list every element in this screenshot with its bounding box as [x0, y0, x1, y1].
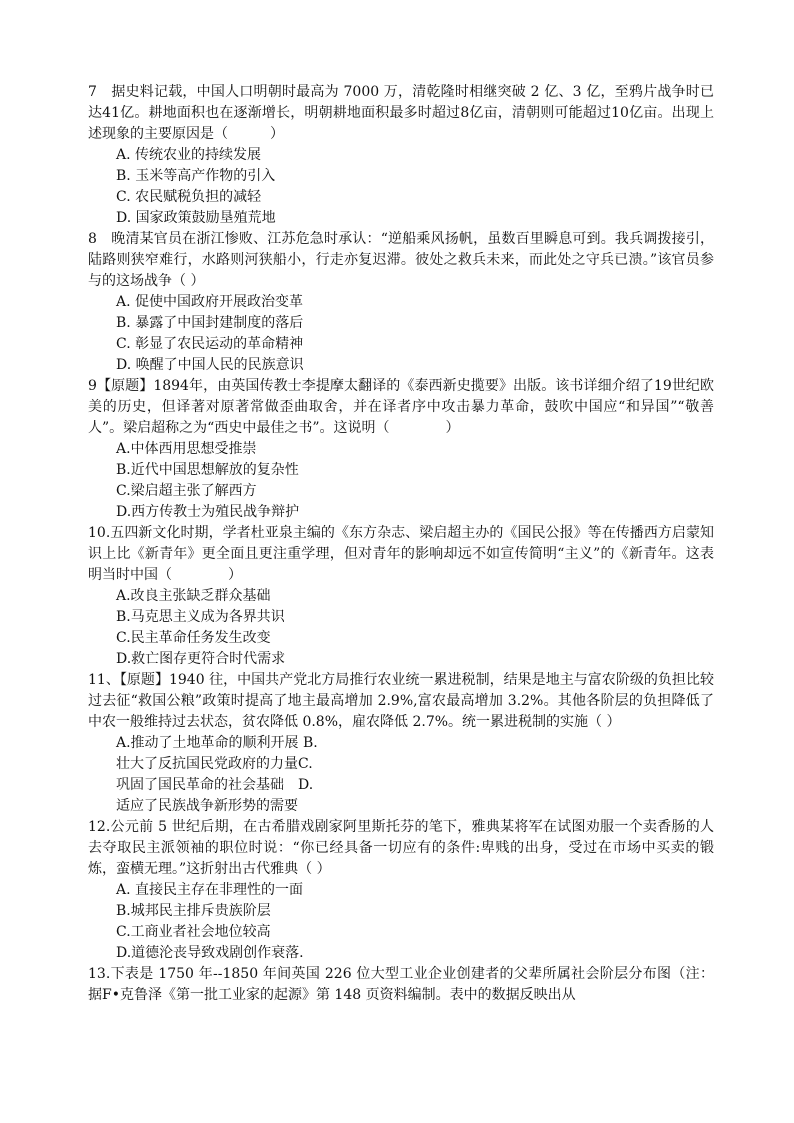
option-d: D.救亡图存更符合时代需求 — [116, 651, 286, 667]
option-d: D. 国家政策鼓励垦殖荒地 — [116, 210, 276, 226]
option-a: A. 促使中国政府开展政治变革 — [116, 294, 304, 310]
question-9 — [88, 376, 714, 523]
question-13 — [88, 964, 714, 1006]
option-c: C.工商业者社会地位较高 — [116, 924, 271, 940]
question-8 — [88, 229, 714, 376]
option-a: A. 传统农业的持续发展 — [116, 147, 262, 163]
question-7 — [88, 82, 714, 229]
option-c: C.梁启超主张了解西方 — [116, 483, 257, 499]
question-12 — [88, 817, 714, 964]
option-c: C. 农民赋税负担的减轻 — [116, 189, 262, 205]
option-d: D.道德沦丧导致戏剧创作衰落. — [116, 945, 304, 961]
option-a: A.中体西用思想受推崇 — [116, 441, 257, 457]
question-stem: 12.公元前 5 世纪后期，在古希腊戏剧家阿里斯托芬的笔下，雅典某将军在试图劝服一个卖香肠的人去夺取民主派领袖的职位时说：“你已经具备一切应有的条件:卑贱的出身，受过在市场中买卖的锻炼，蛮横无理。”这折射出古代雅典（ ） — [88, 819, 714, 877]
option-c: C.民主革命任务发生改变 — [116, 630, 271, 646]
exam-page — [88, 82, 714, 1006]
option-d: D.西方传教士为殖民战争辩护 — [116, 504, 300, 520]
option-line: 壮大了反抗国民党政府的力量C. — [116, 756, 313, 772]
question-stem: 11、【原题】1940 往，中国共产党北方局推行农业统一累进税制，结果是地主与富农阶级的负担比较过去征“救国公粮”政策时提高了地主最高增加 2.9%,富农最高增加 3.2%。其他各阶层的负担降低了中农一般维持过去状态，贫农降低 0.8%，雇农降低 2.7%。统一累进税制的实施（ ） — [88, 672, 714, 730]
option-b: B. 玉米等高产作物的引入 — [116, 168, 276, 184]
option-b: B.城邦民主排斥贵族阶层 — [116, 903, 271, 919]
option-line: 巩固了国民革命的社会基础 D. — [116, 777, 314, 793]
option-a: A. 直接民主存在非理性的一面 — [116, 882, 304, 898]
question-stem: 8 晚清某官员在浙江惨败、江苏危急时承认：“逆船乘风扬帆，虽数百里瞬息可到。我兵调拨接引，陆路则狭窄难行，水路则河狭船小，行走亦复迟滞。彼处之救兵未来，而此处之守兵已溃。”该官员参与的这场战争（ ） — [88, 231, 714, 289]
question-stem: 7 据史料记载，中国人口明朝时最高为 7000 万，清乾隆时相继突破 2 亿、3 亿，至鸦片战争时已达41亿。耕地面积也在逐渐增长，明朝耕地面积最多时超过8亿亩，清朝则可能超过10亿亩。出现上述现象的主要原因是（ ） — [88, 84, 714, 142]
option-b: B.近代中国思想解放的复杂性 — [116, 462, 299, 478]
option-b: B. 暴露了中国封建制度的落后 — [116, 315, 304, 331]
question-stem: 9【原题】1894年，由英国传教士李提摩太翻译的《泰西新史揽要》出版。该书详细介绍了19世纪欧美的历史，但译著对原著常做歪曲取舍，并在译者序中攻击暴力革命，鼓吹中国应“和异国”“敬善人”。梁启超称之为“西史中最佳之书”。这说明（ ） — [88, 378, 714, 436]
option-a: A.改良主张缺乏群众基础 — [116, 588, 271, 604]
question-stem: 10.五四新文化时期，学者杜亚泉主编的《东方杂志、梁启超主办的《国民公报》等在传播西方启蒙知识上比《新青年》更全面且更注重学理，但对青年的影响却远不如宣传简明“主义”的《新青年。这表明当时中国（ ） — [88, 525, 714, 583]
question-11 — [88, 670, 714, 817]
question-stem: 13.下表是 1750 年--1850 年间英国 226 位大型工业企业创建者的父辈所属社会阶层分布图（注：据F•克鲁泽《第一批工业家的起源》第 148 页资料编制。表中的数据反映出从 — [88, 966, 714, 1003]
option-line: 适应了民族战争新形势的需要 — [116, 798, 298, 814]
question-10 — [88, 523, 714, 670]
option-b: B.马克思主义成为各界共识 — [116, 609, 285, 625]
option-d: D. 唤醒了中国人民的民族意识 — [116, 357, 304, 373]
option-c: C. 彰显了农民运动的革命精神 — [116, 336, 304, 352]
option-line: A.推动了土地革命的顺利开展 B. — [116, 735, 318, 751]
